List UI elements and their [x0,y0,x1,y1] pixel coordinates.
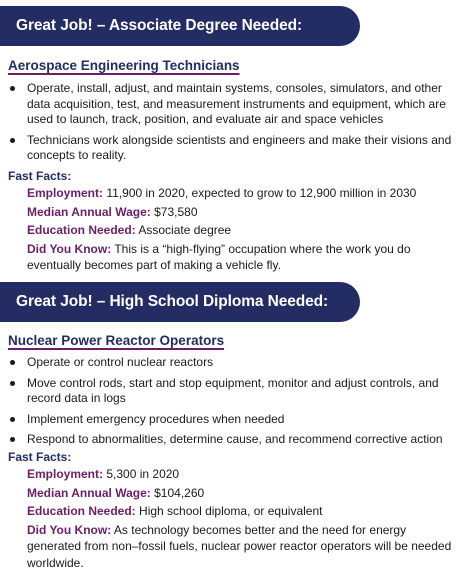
occupation-title-aerospace: Aerospace Engineering Technicians [8,58,240,73]
list-item: Move control rods, start and stop equipment, monitor and adjust controls, and record data in logs [0,376,462,407]
fast-facts-heading: Fast Facts: [8,169,72,183]
occupation-title-nuclear: Nuclear Power Reactor Operators [8,333,225,348]
duties-list-aerospace [0,81,462,169]
list-item: Operate, install, adjust, and maintain systems, consoles, simulators, and other data acquisition, test, and measurement instruments and equipment, which are used to launch, track, position, and evaluate air and space vehicles [0,81,462,128]
fact-did-you-know: Did You Know: This is a “high-flying” occupation where the work you do eventually becomes part of making a vehicle fly. [27,241,411,272]
list-item: Implement emergency procedures when needed [0,412,462,428]
duties-list-nuclear [0,355,462,453]
fast-facts-aerospace [27,185,457,276]
fact-employment: Employment: 5,300 in 2020 [27,467,180,481]
fact-did-you-know: Did You Know: As technology becomes better and the need for energy generated from non–fossil fuels, nuclear power reactor operators will be needed worldwide. [27,522,452,570]
section-banner-high-school: Great Job! – High School Diploma Needed: [0,282,360,322]
fact-education: Education Needed: Associate degree [27,223,232,237]
list-item: Technicians work alongside scientists and engineers and make their visions and concepts to reality. [0,133,462,164]
fact-education: Education Needed: High school diploma, or equivalent [27,504,323,518]
list-item: Respond to abnormalities, determine cause, and recommend corrective action [0,432,462,448]
fact-employment: Employment: 11,900 in 2020, expected to grow to 12,900 million in 2030 [27,186,417,200]
list-item: Operate or control nuclear reactors [0,355,462,371]
fast-facts-nuclear [27,466,457,572]
fact-median-wage: Median Annual Wage: $73,580 [27,204,198,219]
section-banner-associate: Great Job! – Associate Degree Needed: [0,6,360,46]
fast-facts-heading: Fast Facts: [8,450,72,464]
fact-median-wage: Median Annual Wage: $104,260 [27,485,205,500]
